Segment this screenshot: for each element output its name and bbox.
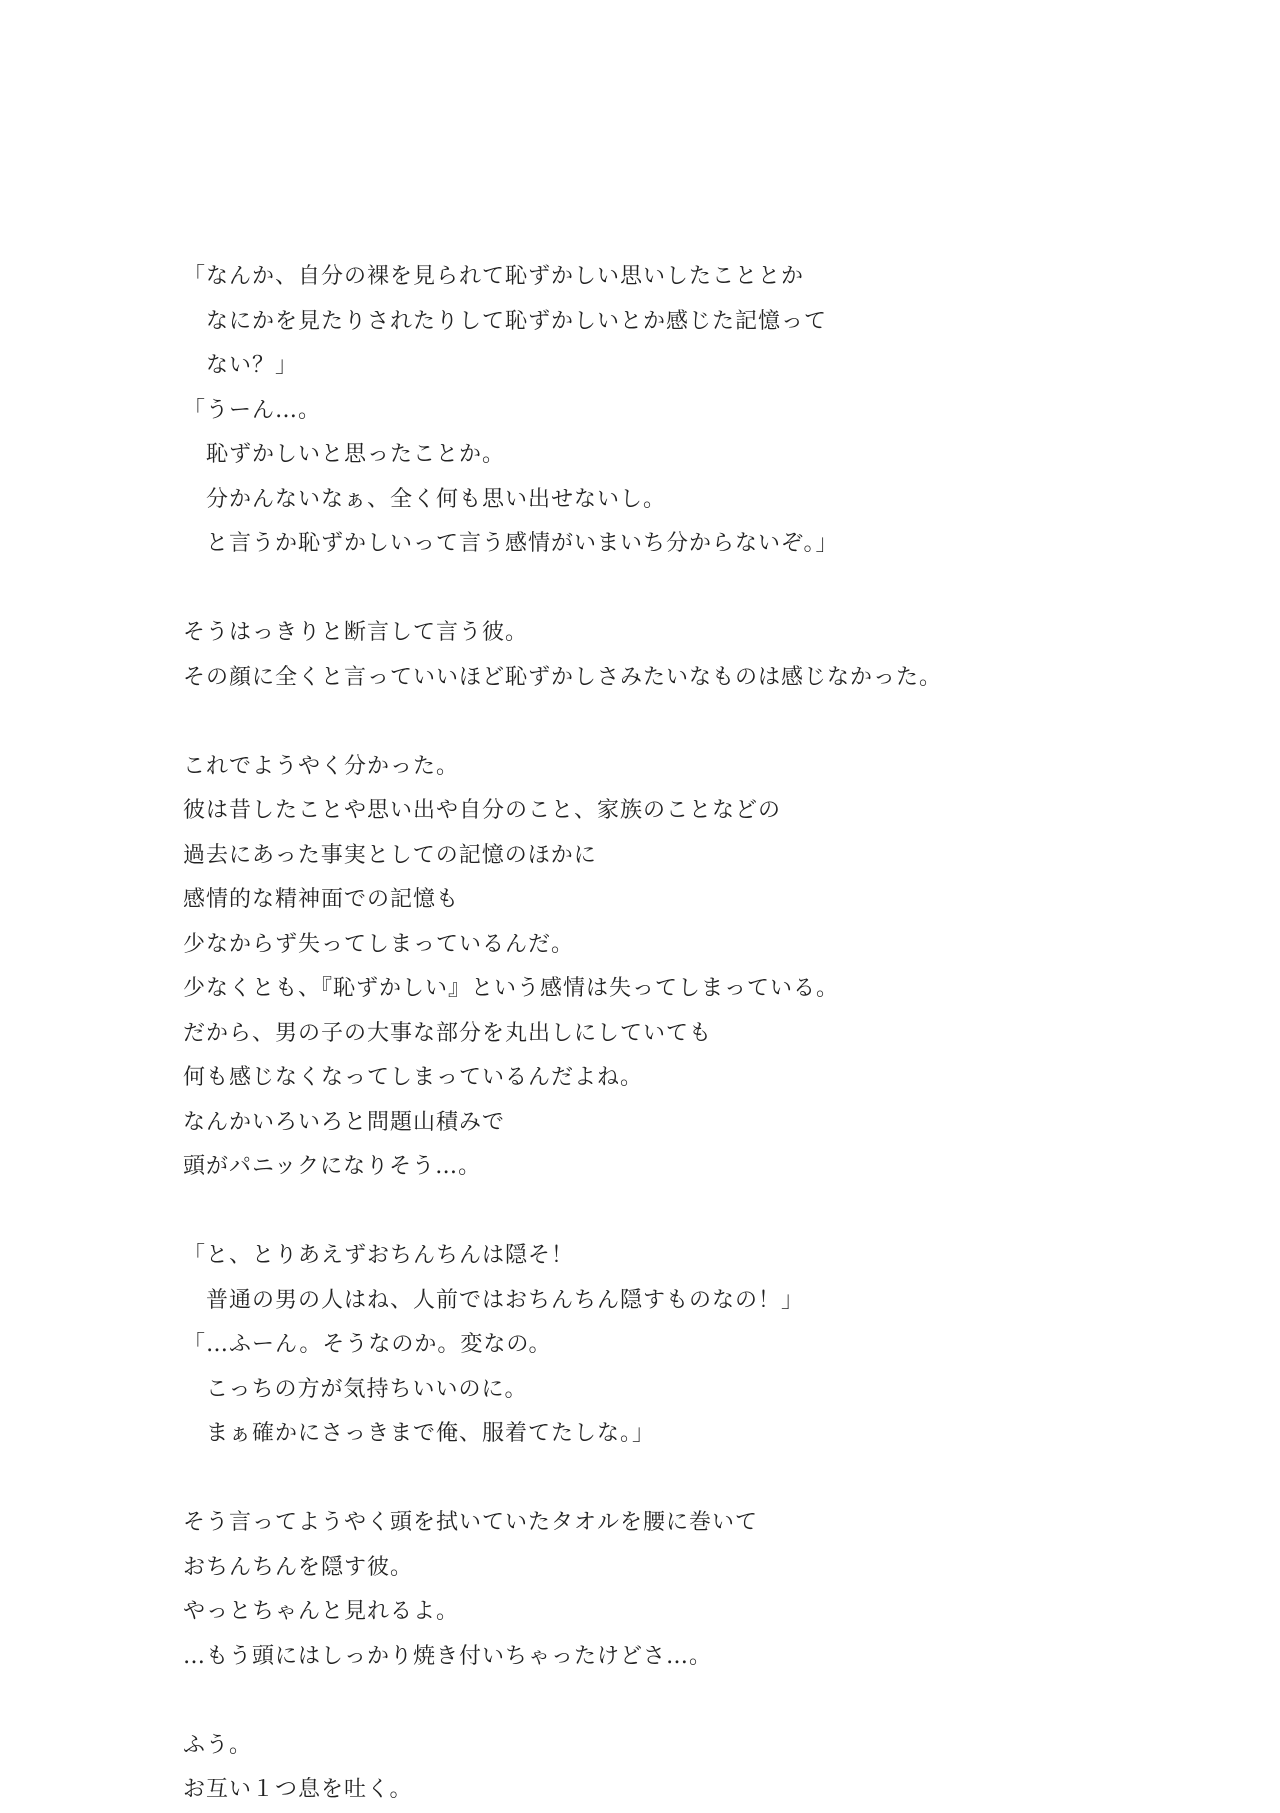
text-line: お互い１つ息を吐く。 [183,1777,413,1802]
text-line: 「と、とりあえずおちんちんは隠そ！ [183,1243,575,1268]
text-line: やっとちゃんと見れるよ。 [183,1599,460,1624]
text-line: 「うーん…。 [183,397,322,423]
text-line: おちんちんを隠す彼。 [183,1554,414,1580]
text-line: 普通の男の人はね、人前ではおちんちん隠すものなの！」 [183,1287,805,1313]
text-line: 「なんか、自分の裸を見られて恥ずかしい思いしたこととか [183,264,805,289]
text-line: 恥ずかしいと思ったことか。 [183,442,506,467]
text-line: なにかを見たりされたりして恥ずかしいとか感じた記憶って [183,308,828,334]
blank-line [183,1679,1183,1724]
text-line: 彼は昔したことや思い出や自分のこと、家族のことなどの [183,798,782,823]
text-line: ない？」 [183,353,299,378]
text-line: 何も感じなくなってしまっているんだよね。 [183,1065,644,1090]
text-line: ふう。 [183,1732,253,1758]
text-line: 分かんないなぁ、全く何も思い出せないし。 [183,486,667,512]
text-line: 「…ふーん。そうなのか。変なの。 [183,1332,552,1357]
text-line: こっちの方が気持ちいいのに。 [183,1376,528,1402]
blank-line [183,567,1183,612]
text-line: これでようやく分かった。 [183,753,460,779]
text-line: 少なからず失ってしまっているんだ。 [183,931,575,957]
text-line: まぁ確かにさっきまで俺、服着てたしな。」 [183,1421,656,1446]
text-line: なんかいろいろと問題山積みで [183,1109,506,1135]
text-line: 感情的な精神面での記憶も [183,887,460,912]
blank-line [183,1457,1183,1502]
text-line: そう言ってようやく頭を拭いていたタオルを腰に巻いて [183,1510,759,1535]
text-line: そうはっきりと断言して言う彼。 [183,620,529,645]
text-line: と言うか恥ずかしいって言う感情がいまいち分からないぞ。」 [183,531,839,556]
blank-line [183,700,1183,745]
text-line: 過去にあった事実としての記憶のほかに [183,842,597,868]
text-line: 頭がパニックになりそう…。 [183,1154,482,1179]
text-line: …もう頭にはしっかり焼き付いちゃったけどさ…。 [183,1643,713,1669]
blank-line [183,1190,1183,1235]
novel-text-body [183,255,1183,1813]
text-line: 少なくとも、『恥ずかしい』という感情は失ってしまっている。 [183,976,840,1001]
text-line: その顔に全くと言っていいほど恥ずかしさみたいなものは感じなかった。 [183,664,943,690]
text-line: だから、男の子の大事な部分を丸出しにしていても [183,1020,713,1046]
